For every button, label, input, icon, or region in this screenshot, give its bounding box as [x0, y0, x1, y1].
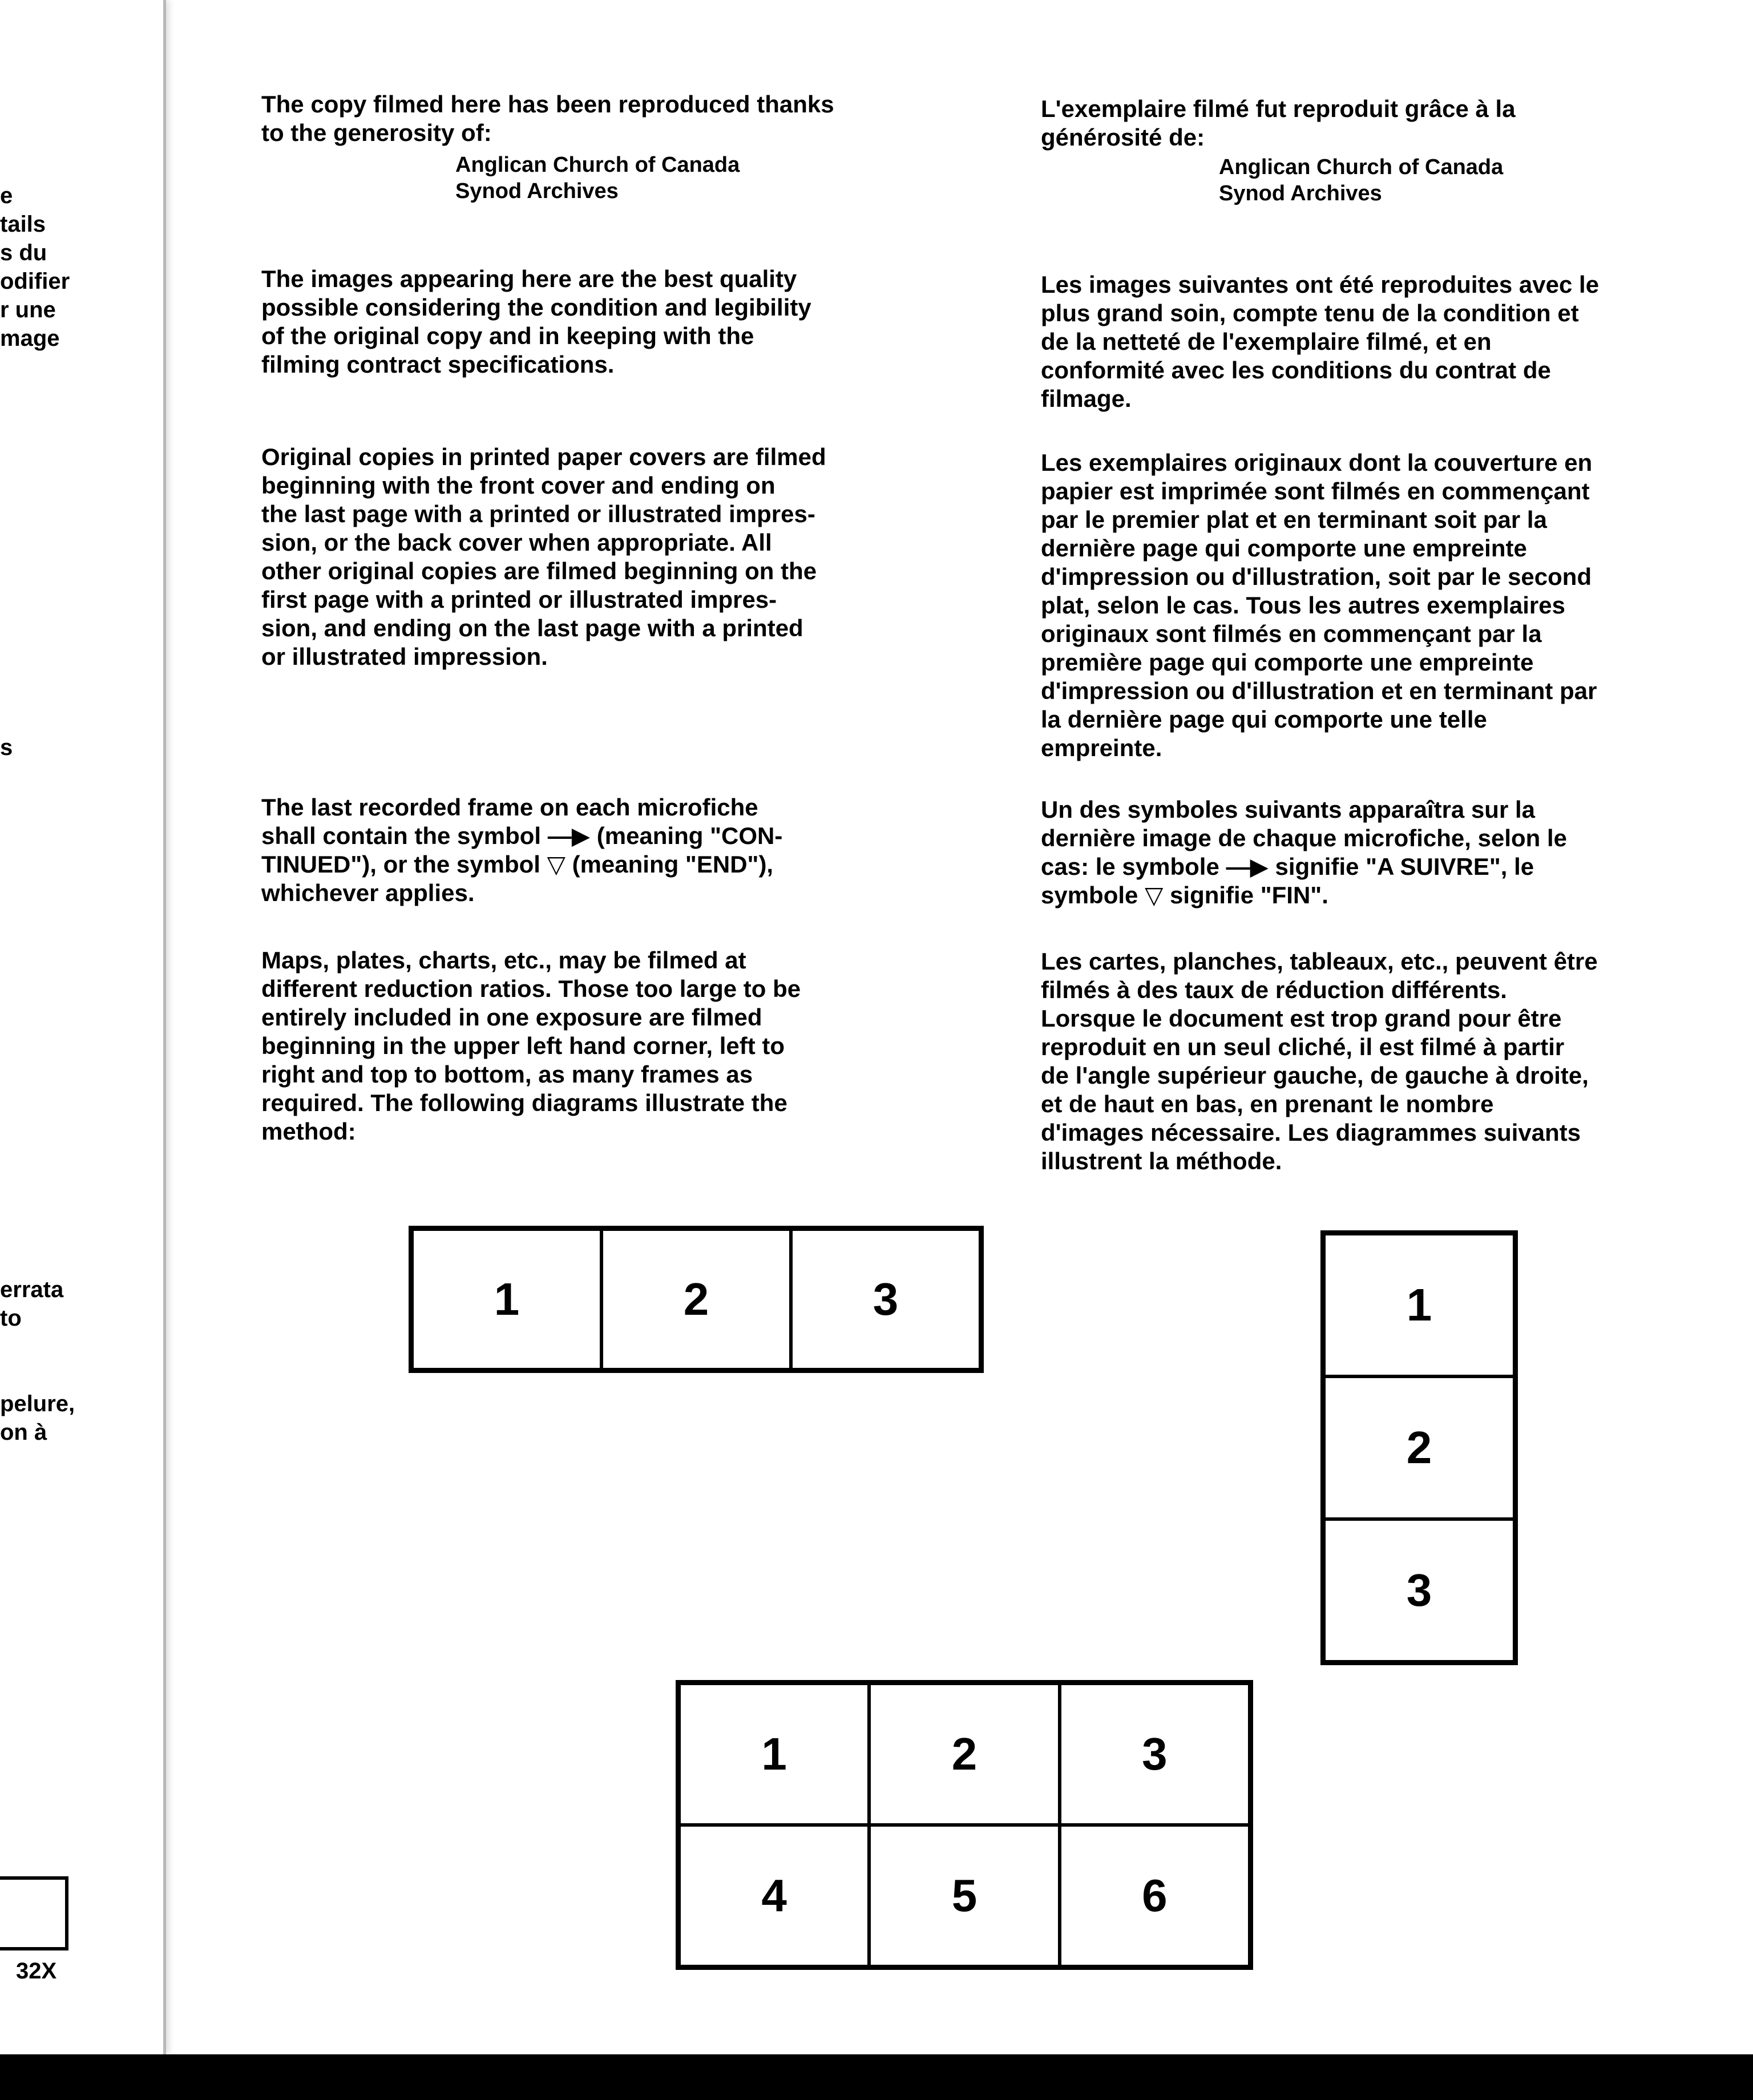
stub-text-line: tails	[0, 212, 46, 237]
en-institution: Anglican Church of Canada Synod Archives	[455, 153, 740, 203]
diagram-frame: 3	[791, 1229, 980, 1370]
en-thanks: The copy filmed here has been reproduced thanks to the generosity of:	[261, 91, 834, 146]
adjacent-page-stub	[0, 0, 166, 2054]
stub-text-line: s du	[0, 240, 47, 265]
diagram-frame: 6	[1060, 1825, 1250, 1966]
stub-text-line: to	[0, 1306, 22, 1331]
stub-text-line: e	[0, 183, 13, 208]
diagram-frame: 4	[679, 1825, 869, 1966]
stub-frame-box	[0, 1876, 68, 1950]
diagram-frame: 5	[869, 1825, 1059, 1966]
stub-text-line: pelure,	[0, 1391, 75, 1416]
diagram-frame: 1	[679, 1683, 869, 1825]
en-covers: Original copies in printed paper covers are filmed beginning with the front cover and ending on the last page with a printed or illustrated impres- sion, or the back cover when appropriate. All other original copies are filmed beginning on the first page with a printed or illustrated impres- sion, and ending on the last page with a printed or illustrated impression.	[261, 443, 826, 670]
fr-covers: Les exemplaires originaux dont la couverture en papier est imprimée sont filmés en commençant par le premier plat et en terminant soit par la dernière page qui comporte une empreinte d'impression ou d'illustration, soit par le second plat, selon le cas. Tous les autres exemplaires originaux sont filmés en commençant par la première page qui comporte une empreinte d'impression ou d'illustration et en terminant par la dernière page qui comporte une telle empreinte.	[1041, 449, 1597, 761]
stub-text-line: errata	[0, 1277, 64, 1302]
fr-institution: Anglican Church of Canada Synod Archives	[1219, 155, 1504, 205]
stub-box-label: 32X	[16, 1958, 57, 1984]
diagram-frame: 3	[1060, 1683, 1250, 1825]
stub-text-line: on à	[0, 1420, 47, 1445]
diagram-frame: 3	[1324, 1519, 1514, 1662]
en-quality: The images appearing here are the best quality possible considering the condition and legibility of the original copy and in keeping with the filming contract specifications.	[261, 265, 811, 378]
diagram-frame: 1	[412, 1229, 601, 1370]
stub-text-line: s	[0, 735, 13, 760]
stub-text-line: mage	[0, 326, 60, 351]
stub-text-line: odifier	[0, 269, 70, 294]
fr-maps: Les cartes, planches, tableaux, etc., peuvent être filmés à des taux de réduction différents. Lorsque le document est trop grand pour être reproduit en un seul cliché, il est filmé à partir de l'angle supérieur gauche, de gauche à droite, et de haut en bas, en prenant le nombre d'images nécessaire. Les diagrammes suivants illustrent la méthode.	[1041, 948, 1598, 1174]
diagram-grid	[676, 1680, 1253, 1970]
diagram-frame: 2	[869, 1683, 1059, 1825]
scan-border	[0, 2054, 1753, 2100]
fr-quality: Les images suivantes ont été reproduites avec le plus grand soin, compte tenu de la condition et de la netteté de l'exemplaire filmé, et en conformité avec les conditions du contrat de filmage.	[1041, 271, 1599, 412]
fr-thanks: L'exemplaire filmé fut reproduit grâce à la générosité de:	[1041, 95, 1516, 151]
fr-last-frame: Un des symboles suivants apparaîtra sur la dernière image de chaque microfiche, selon le cas: le symbole —▶ signifie "A SUIVRE", le symbole ▽ signifie "FIN".	[1041, 796, 1567, 908]
en-last-frame: The last recorded frame on each microfiche shall contain the symbol —▶ (meaning "CON- TINUED"), or the symbol ▽ (meaning "END"), whichever applies.	[261, 794, 783, 906]
diagram-frame: 1	[1324, 1234, 1514, 1376]
diagram-frame: 2	[601, 1229, 791, 1370]
diagram-horizontal	[409, 1226, 984, 1373]
diagram-frame: 2	[1324, 1376, 1514, 1519]
en-maps: Maps, plates, charts, etc., may be filmed at different reduction ratios. Those too large to be entirely included in one exposure are filmed beginning in the upper left hand corner, left to right and top to bottom, as many frames as required. The following diagrams illustrate the method:	[261, 947, 801, 1145]
diagram-vertical	[1320, 1230, 1518, 1665]
stub-text-line: r une	[0, 297, 56, 322]
